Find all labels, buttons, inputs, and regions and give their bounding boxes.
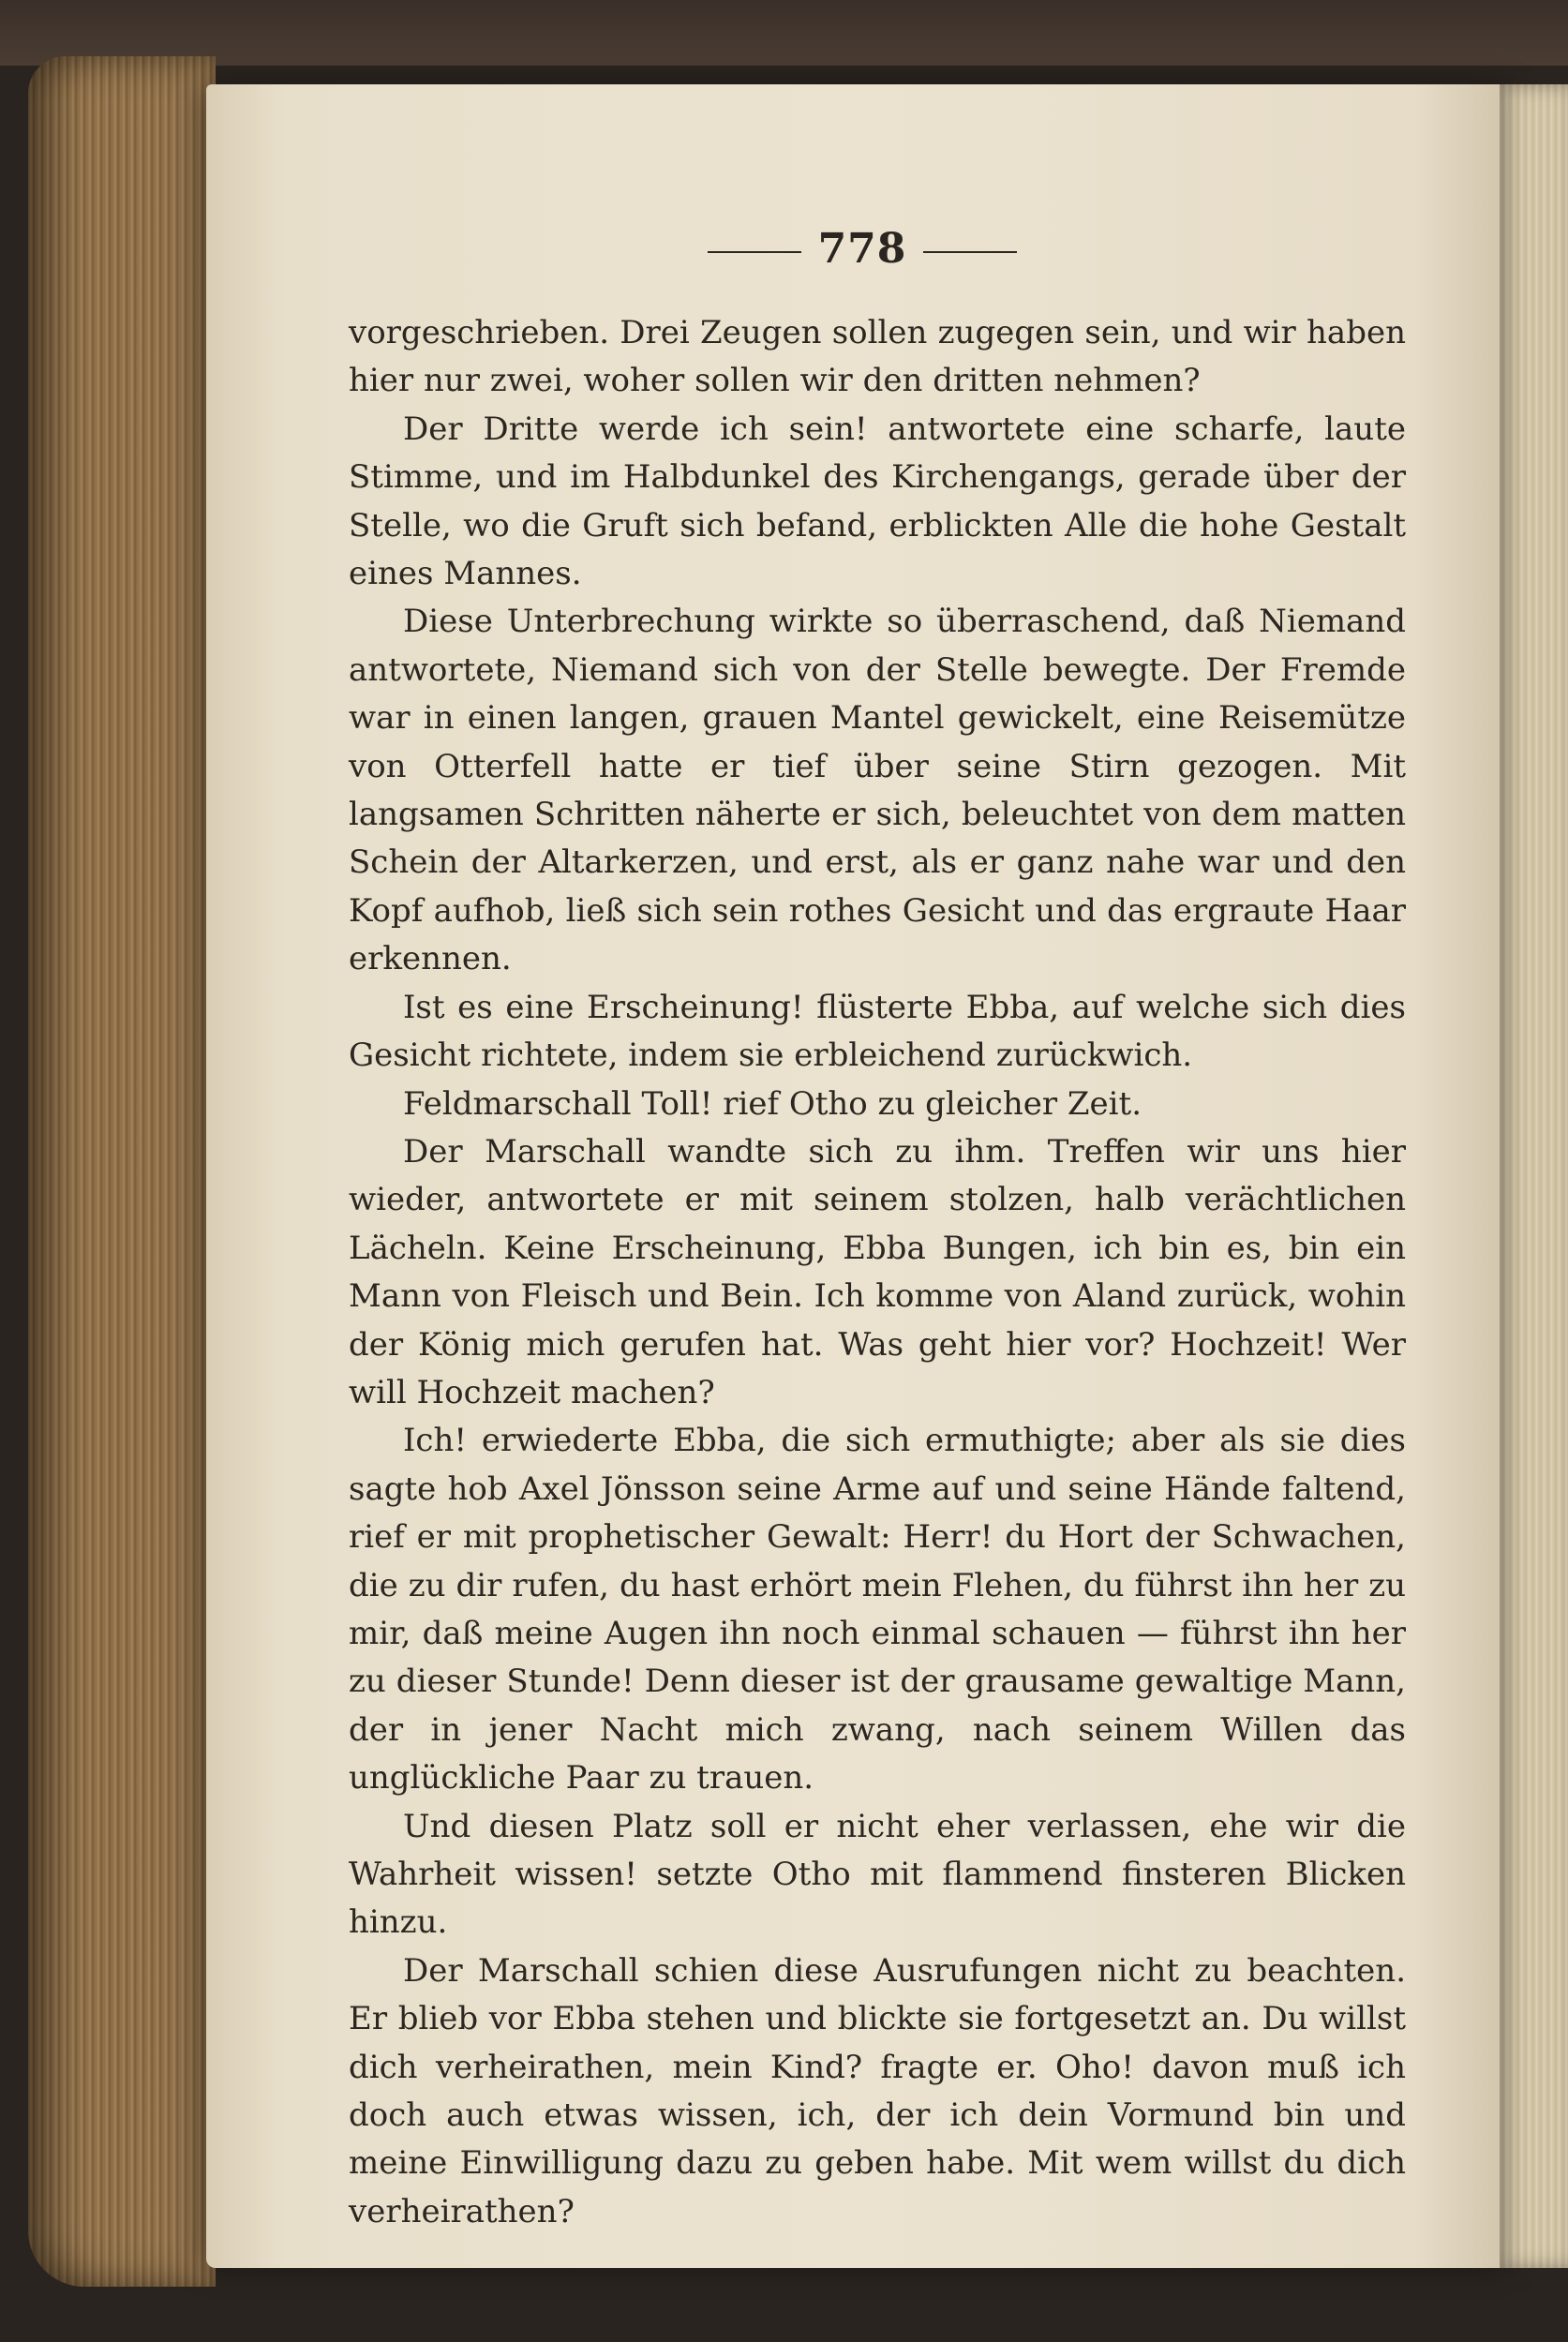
body-text <box>349 309 1406 2236</box>
book-cover-top <box>0 0 1568 66</box>
paragraph: Ist es eine Erscheinung! flüsterte Ebba, auf welche sich dies Gesicht richtete, indem sie erbleichend zurückwich. <box>349 988 1406 1075</box>
paragraph: vorgeschrieben. Drei Zeugen sollen zugegen sein, und wir haben hier nur zwei, woher sollen wir den dritten nehmen? <box>349 314 1406 400</box>
header-rule-left <box>708 251 801 253</box>
paragraph: Diese Unterbrechung wirkte so überraschend, daß Niemand antwortete, Niemand sich von der Stelle bewegte. Der Fremde war in einen langen, grauen Mantel gewickelt, eine Reisemütze von Otterfell hatte er tief über seine Stirn gezogen. Mit langsamen Schritten näherte er sich, beleuchtet von dem matten Schein der Altarkerzen, und erst, als er ganz nahe war und den Kopf aufhob, ließ sich sein rothes Gesicht und das ergraute Haar erkennen. <box>349 603 1406 978</box>
page-stack-left <box>28 56 216 2287</box>
page-header <box>206 225 1518 273</box>
paragraph: Der Dritte werde ich sein! antwortete eine scharfe, laute Stimme, und im Halbdunkel des Kirchengangs, gerade über der Stelle, wo die Gruft sich befand, erblickten Alle die hohe Gestalt eines Mannes. <box>349 410 1406 593</box>
page-stack-right <box>1500 84 1568 2268</box>
paragraph: Der Marschall wandte sich zu ihm. Treffen wir uns hier wieder, antwortete er mit seinem stolzen, halb verächtlichen Lächeln. Keine Erscheinung, Ebba Bungen, ich bin es, bin ein Mann von Fleisch und Bein. Ich komme von Aland zurück, wohin der König mich gerufen hat. Was geht hier vor? Hochzeit! Wer will Hochzeit machen? <box>349 1132 1406 1411</box>
paragraph: Ich! erwiederte Ebba, die sich ermuthigte; aber als sie dies sagte hob Axel Jönsson seine Arme auf und seine Hände faltend, rief er mit prophetischer Gewalt: Herr! du Hort der Schwachen, die zu dir rufen, du hast erhört mein Flehen, du führst ihn her zu mir, daß meine Augen ihn noch einmal schauen — führst ihn her zu dieser Stunde! Denn dieser ist der grausame gewaltige Mann, der in jener Nacht mich zwang, nach seinem Willen das unglückliche Paar zu trauen. <box>349 1422 1406 1798</box>
paragraph: Feldmarschall Toll! rief Otho zu gleicher Zeit. <box>403 1084 1142 1123</box>
header-rule-right <box>923 251 1017 253</box>
paragraph: Der Marschall schien diese Ausrufungen nicht zu beachten. Er blieb vor Ebba stehen und blickte sie fortgesetzt an. Du willst dich verheirathen, mein Kind? fragte er. Oho! davon muß ich doch auch etwas wissen, ich, der ich dein Vormund bin und meine Einwilligung dazu zu geben habe. Mit wem willst du dich verheirathen? <box>349 1951 1406 2230</box>
page-number: 778 <box>817 225 907 273</box>
paragraph: Und diesen Platz soll er nicht eher verlassen, ehe wir die Wahrheit wissen! setzte Otho mit flammend finsteren Blicken hinzu. <box>349 1807 1406 1942</box>
